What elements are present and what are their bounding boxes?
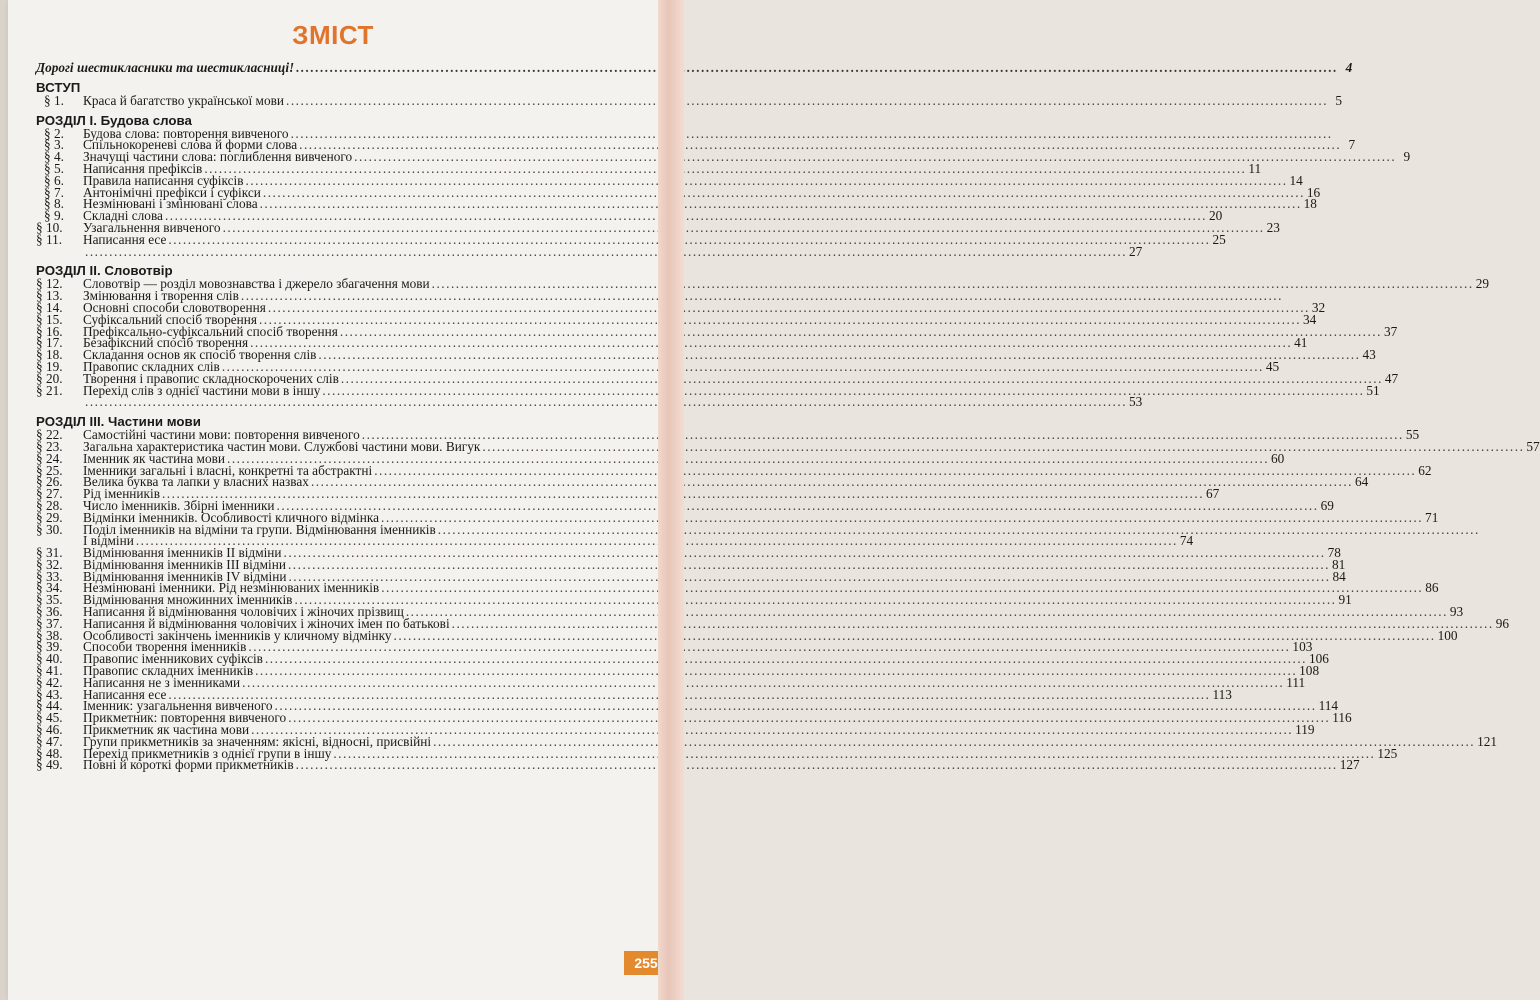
entry-number: § 10. [36, 219, 63, 235]
entry-text: Відмінювання множинних іменників [83, 592, 293, 608]
entry-page: 27 [1129, 243, 1143, 259]
entry-page: 55 [1405, 427, 1420, 443]
entry-text: Самостійні частини мови: повторення вивченого [83, 427, 360, 443]
entry-text: І відміни [83, 533, 134, 549]
entry-page: 111 [1286, 674, 1306, 690]
entry-page: 86 [1425, 580, 1439, 596]
entry-number: § 38. [36, 627, 63, 643]
section-heading: РОЗДІЛ І. Будова слова [36, 112, 192, 128]
entry-page: 57 [1526, 438, 1540, 454]
entry-number: § 16. [36, 323, 63, 339]
entry-number: § 5. [44, 160, 64, 176]
entry-text: Написання есе [83, 686, 167, 702]
entry-number: § 2. [44, 125, 64, 141]
entry-page: 100 [1437, 627, 1458, 643]
entry-text: Відмінювання іменників ІІ відміни [83, 545, 282, 561]
entry-text: Відмінювання іменників IV відміни [83, 568, 287, 584]
entry-text: Іменник: узагальнення вивченого [83, 698, 273, 714]
leader-dots [296, 62, 1338, 74]
entry-text: Антонімічні префікси і суфікси [83, 184, 261, 200]
entry-text: Перехід прикметників з однієї групи в іншу [83, 745, 332, 761]
entry-number: § 41. [36, 663, 63, 679]
page-title: ЗМІСТ [292, 20, 374, 50]
entry-number: § 33. [36, 568, 63, 584]
entry-page: 93 [1449, 604, 1464, 620]
entry-number: § 23. [36, 438, 63, 454]
entry-text: Написання есе [83, 231, 167, 247]
entry-number: § 34. [36, 580, 63, 596]
entry-number: § 21. [36, 382, 63, 398]
entry-number: § 9. [44, 208, 64, 224]
entry-text: Прикметник: повторення вивченого [83, 710, 287, 726]
entry-text: Іменник як частина мови [83, 450, 225, 466]
entry-number: § 45. [36, 710, 63, 726]
entry-page: 16 [1306, 184, 1321, 200]
leader-dots [85, 246, 1127, 258]
entry-page: 121 [1477, 733, 1498, 749]
entry-page: 41 [1294, 335, 1308, 351]
entry-text: Перехід слів з однієї частини мови в іншу [83, 382, 321, 398]
entry-page: 125 [1377, 745, 1398, 761]
entry-text: Правопис складних іменників [83, 663, 254, 679]
entry-page: 71 [1425, 509, 1439, 525]
entry-text: Словотвір — розділ мовознавства і джерело збагачення мови [83, 276, 430, 292]
entry-number: § 14. [36, 299, 63, 315]
entry-number: § 28. [36, 497, 63, 513]
entry-page: 18 [1303, 196, 1317, 212]
entry-text: Творення і правопис складноскорочених слів [83, 370, 339, 386]
entry-number: § 35. [36, 592, 63, 608]
entry-text: Будова слова: повторення вивченого [83, 125, 289, 141]
entry-text: Змінювання і творення слів [83, 288, 239, 304]
entry-page: 64 [1354, 474, 1369, 490]
entry-number: § 1. [44, 92, 64, 108]
entry-text: Написання й відмінювання чоловічих і жіночих прізвищ [83, 604, 404, 620]
entry-page: 53 [1129, 394, 1143, 410]
entry-page: 11 [1248, 160, 1262, 176]
entry-page: 23 [1266, 219, 1280, 235]
entry-number: § 40. [36, 651, 63, 667]
entry-page: 108 [1299, 663, 1320, 679]
entry-number: § 26. [36, 474, 63, 490]
entry-page: 14 [1289, 172, 1303, 188]
section-heading: РОЗДІЛ ІІ. Словотвір [36, 263, 173, 279]
entry-page: 114 [1318, 698, 1339, 714]
entry-text: Загальна характеристика частин мови. Службові частини мови. Вигук [83, 438, 481, 454]
entry-number: § 31. [36, 545, 63, 561]
entry-text: Правопис складних слів [83, 358, 220, 374]
entry-page: 91 [1338, 592, 1352, 608]
entry-page: 81 [1332, 556, 1346, 572]
entry-text: Рід іменників [83, 486, 160, 502]
entry-page: 106 [1309, 651, 1329, 667]
leader-dots [286, 95, 1328, 107]
entry-page: 43 [1362, 347, 1376, 363]
entry-page: 127 [1339, 757, 1360, 773]
entry-text: Спільнокореневі слова й форми слова [83, 137, 298, 153]
entry-page: 51 [1366, 382, 1380, 398]
entry-page: 62 [1418, 462, 1432, 478]
entry-page: 25 [1212, 231, 1226, 247]
entry-page: 29 [1475, 276, 1489, 292]
entry-number: § 19. [36, 358, 63, 374]
entry-page: 9 [1403, 149, 1411, 165]
entry-page: 67 [1206, 486, 1220, 502]
entry-page: 47 [1384, 370, 1399, 386]
entry-number: § 42. [36, 674, 63, 690]
entry-text: Написання не з іменниками [83, 674, 241, 690]
entry-number: § 30. [36, 521, 63, 537]
entry-page: 4 [1345, 60, 1353, 75]
entry-page: 113 [1212, 686, 1232, 702]
entry-page: 45 [1265, 358, 1280, 374]
entry-number: § 48. [36, 745, 63, 761]
entry-text: Складання основ як спосіб творення слів [83, 347, 317, 363]
book-spine-shadow [0, 0, 8, 1000]
entry-page: 20 [1209, 208, 1223, 224]
entry-text: Значущі частини слова: поглиблення вивченого [83, 149, 353, 165]
toc-entry[interactable] [36, 394, 1143, 410]
entry-text: Незмінювані іменники. Рід незмінюваних іменників [83, 580, 380, 596]
entry-page: 37 [1383, 323, 1398, 339]
entry-text: Іменники загальні і власні, конкретні та абстрактні [83, 462, 373, 478]
entry-text: Число іменників. Збірні іменники [83, 497, 275, 513]
entry-page: 119 [1295, 722, 1315, 738]
entry-number: § 29. [36, 509, 63, 525]
section-heading: РОЗДІЛ ІІІ. Частини мови [36, 414, 201, 430]
toc-entry[interactable] [36, 243, 1143, 259]
entry-page: 116 [1332, 710, 1352, 726]
entry-number: § 46. [36, 722, 63, 738]
intro-entry[interactable] [36, 60, 1353, 75]
entry-number: § 37. [36, 615, 63, 631]
entry-text: Правила написання суфіксів [83, 172, 244, 188]
entry-number: § 44. [36, 698, 63, 714]
entry-number: § 32. [36, 556, 63, 572]
entry-text: Незмінювані і змінювані слова [83, 196, 258, 212]
entry-text: Поділ іменників на відміни та групи. Відмінювання іменників [83, 521, 436, 537]
entry-text: Групи прикметників за значенням: якісні, відносні, присвійні [83, 733, 432, 749]
entry-page: 103 [1292, 639, 1313, 655]
entry-text: Узагальнення вивченого [83, 219, 221, 235]
entry-number: § 3. [44, 137, 64, 153]
entry-number: § 6. [44, 172, 64, 188]
entry-page: 78 [1327, 545, 1341, 561]
entry-text: Префіксально-суфіксальний спосіб творення [83, 323, 338, 339]
entry-text: Особливості закінчень іменників у кличному відмінку [83, 627, 392, 643]
entry-number: § 13. [36, 288, 63, 304]
toc-entry[interactable] [36, 757, 1360, 773]
entry-page: 69 [1320, 497, 1334, 513]
entry-number: § 4. [44, 149, 64, 165]
entry-number: § 39. [36, 639, 63, 655]
entry-text: Повні й короткі форми прикметників [83, 757, 294, 773]
entry-page: 5 [1335, 92, 1343, 108]
entry-number: § 18. [36, 347, 63, 363]
entry-number: § 43. [36, 686, 63, 702]
entry-page: 74 [1179, 533, 1194, 549]
table-of-contents [36, 60, 1540, 773]
entry-number: § 12. [36, 276, 63, 292]
leader-dots [296, 759, 1338, 771]
entry-text: Складні слова [83, 208, 163, 224]
entry-number: § 7. [44, 184, 64, 200]
page [8, 0, 1540, 1000]
entry-number: § 17. [36, 335, 63, 351]
entry-number: § 24. [36, 450, 63, 466]
toc-entry[interactable] [36, 92, 1343, 108]
entry-page: 60 [1271, 450, 1285, 466]
section-heading: ВСТУП [36, 79, 81, 95]
entry-text: Написання й відмінювання чоловічих і жіночих імен по батькові [83, 615, 450, 631]
entry-number: § 20. [36, 370, 63, 386]
entry-number: § 22. [36, 427, 63, 443]
entry-page: 84 [1332, 568, 1346, 584]
entry-number: § 27. [36, 486, 63, 502]
entry-text: Дорогі шестикласники та шестикласниці! [36, 60, 295, 75]
entry-number: § 15. [36, 311, 63, 327]
entry-text: Прикметник як частина мови [83, 722, 250, 738]
entry-text: Відмінювання іменників ІІІ відміни [83, 556, 286, 572]
entry-number: § 25. [36, 462, 63, 478]
entry-number: § 49. [36, 757, 63, 773]
entry-number: § 8. [44, 196, 64, 212]
entry-text: Написання префіксів [83, 160, 203, 176]
entry-number: § 11. [36, 231, 63, 247]
entry-number: § 36. [36, 604, 63, 620]
book-edge [658, 0, 684, 1000]
entry-text: Безафіксний спосіб творення [83, 335, 249, 351]
entry-text: Основні способи словотворення [83, 299, 266, 315]
entry-text: Правопис іменникових суфіксів [83, 651, 263, 667]
entry-text: Велика буква та лапки у власних назвах [83, 474, 309, 490]
entry-page: 7 [1348, 137, 1356, 153]
page-number-badge: 255 [624, 951, 668, 975]
entry-text: Краса й багатство української мови [83, 92, 285, 108]
entry-page: 34 [1303, 311, 1317, 327]
entry-text: Способи творення іменників [83, 639, 247, 655]
entry-number: § 47. [36, 733, 63, 749]
entry-text: Суфіксальний спосіб творення [83, 311, 257, 327]
entry-page: 32 [1311, 299, 1326, 315]
entry-page: 96 [1495, 615, 1509, 631]
entry-text: Відмінки іменників. Особливості кличного відмінка [83, 509, 380, 525]
leader-dots [85, 396, 1127, 408]
